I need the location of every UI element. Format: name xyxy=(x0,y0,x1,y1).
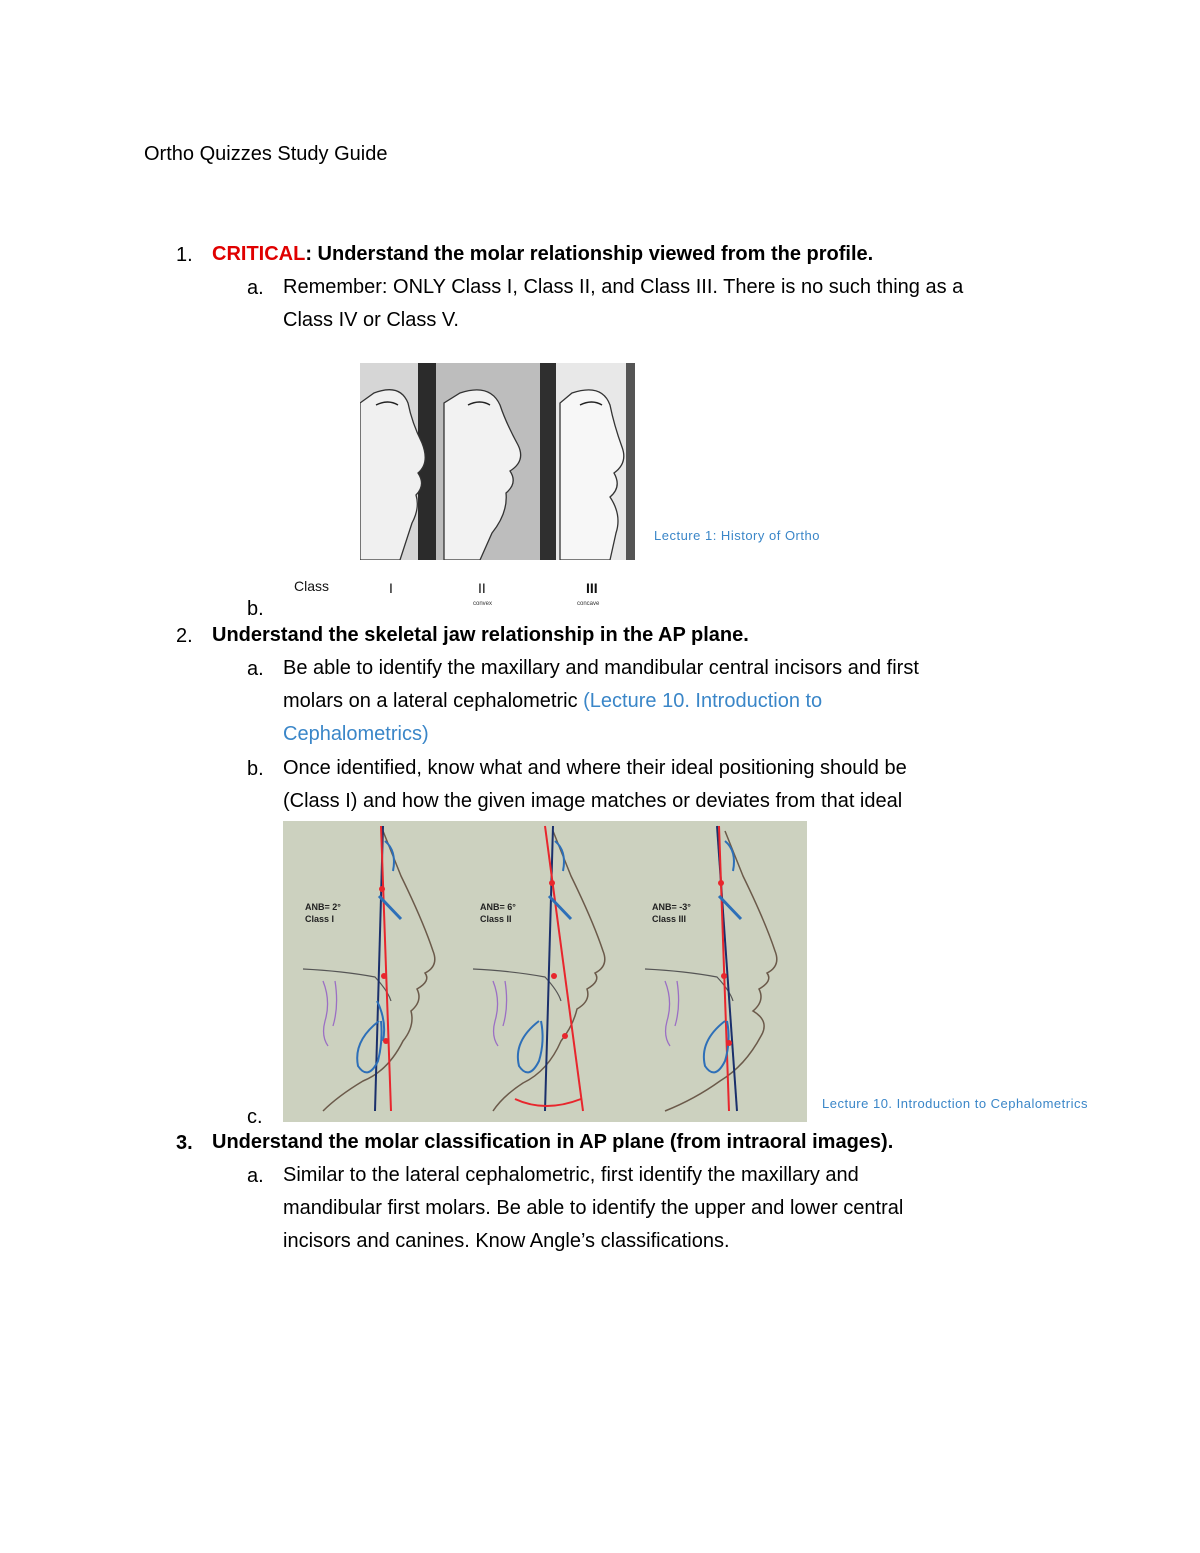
item-2-heading: Understand the skeletal jaw relationship in the AP plane. xyxy=(212,624,749,646)
lecture-10-link-cont[interactable]: Cephalometrics) xyxy=(283,723,429,745)
ceph-anb-3: ANB= -3° xyxy=(652,902,691,912)
class-label-3: III xyxy=(586,580,598,596)
cephalometric-figure xyxy=(283,821,807,1122)
ceph-anb-1: ANB= 2° xyxy=(305,902,341,912)
item-1a-line1: Remember: ONLY Class I, Class II, and Class III. There is no such thing as a xyxy=(283,276,964,298)
ceph-label-3 xyxy=(652,901,691,925)
item-3a-line3: incisors and canines. Know Angle’s classifications. xyxy=(283,1230,730,1252)
item-3-heading: Understand the molar classification in AP plane (from intraoral images). xyxy=(212,1131,894,1153)
item-1-number: 1. xyxy=(176,244,193,266)
lecture-10-link[interactable]: (Lecture 10. Introduction to xyxy=(583,690,823,712)
item-1b-letter: b. xyxy=(247,598,264,620)
class-word: Class xyxy=(294,578,330,594)
item-2c-letter: c. xyxy=(247,1106,263,1128)
ceph-label-1 xyxy=(305,901,341,925)
item-2b-line2: (Class I) and how the given image matches or deviates from that ideal xyxy=(283,790,903,812)
item-1-heading xyxy=(212,238,873,271)
item-1a-line2: Class IV or Class V. xyxy=(283,309,459,331)
item-2a-line1: Be able to identify the maxillary and mandibular central incisors and first xyxy=(283,657,919,679)
ceph-class-2: Class II xyxy=(480,914,512,924)
item-2a-line2 xyxy=(283,685,822,718)
figure1-caption: Lecture 1: History of Ortho xyxy=(654,528,820,543)
cephalometric-tracings xyxy=(283,821,807,1122)
item-3-number: 3. xyxy=(176,1132,193,1154)
item-2a-letter: a. xyxy=(247,658,264,680)
figure2-caption: Lecture 10. Introduction to Cephalometrics xyxy=(822,1096,1088,1111)
class-label-2: II xyxy=(478,580,486,596)
class-2-note: convex xyxy=(473,601,493,607)
ceph-label-2 xyxy=(480,901,516,925)
ceph-class-1: Class I xyxy=(305,914,335,924)
class-3-note: concave xyxy=(577,601,600,607)
profile-silhouettes xyxy=(360,363,635,560)
page-title: Ortho Quizzes Study Guide xyxy=(144,143,388,165)
class-label-1: I xyxy=(389,580,393,596)
item-2b-letter: b. xyxy=(247,758,264,780)
item-2a-line2-text: molars on a lateral cephalometric xyxy=(283,690,584,712)
critical-label: CRITICAL xyxy=(212,243,306,265)
profile-classes-figure xyxy=(360,363,635,560)
item-3a-line1: Similar to the lateral cephalometric, first identify the maxillary and xyxy=(283,1164,859,1186)
item-1a-letter: a. xyxy=(247,277,264,299)
item-2-number: 2. xyxy=(176,625,193,647)
item-2b-line1: Once identified, know what and where their ideal positioning should be xyxy=(283,757,907,779)
item-1-heading-text: : Understand the molar relationship viewed from the profile. xyxy=(305,243,874,265)
item-3a-letter: a. xyxy=(247,1165,264,1187)
ceph-anb-2: ANB= 6° xyxy=(480,902,516,912)
ceph-class-3: Class III xyxy=(652,914,687,924)
item-3a-line2: mandibular first molars. Be able to identify the upper and lower central xyxy=(283,1197,904,1219)
